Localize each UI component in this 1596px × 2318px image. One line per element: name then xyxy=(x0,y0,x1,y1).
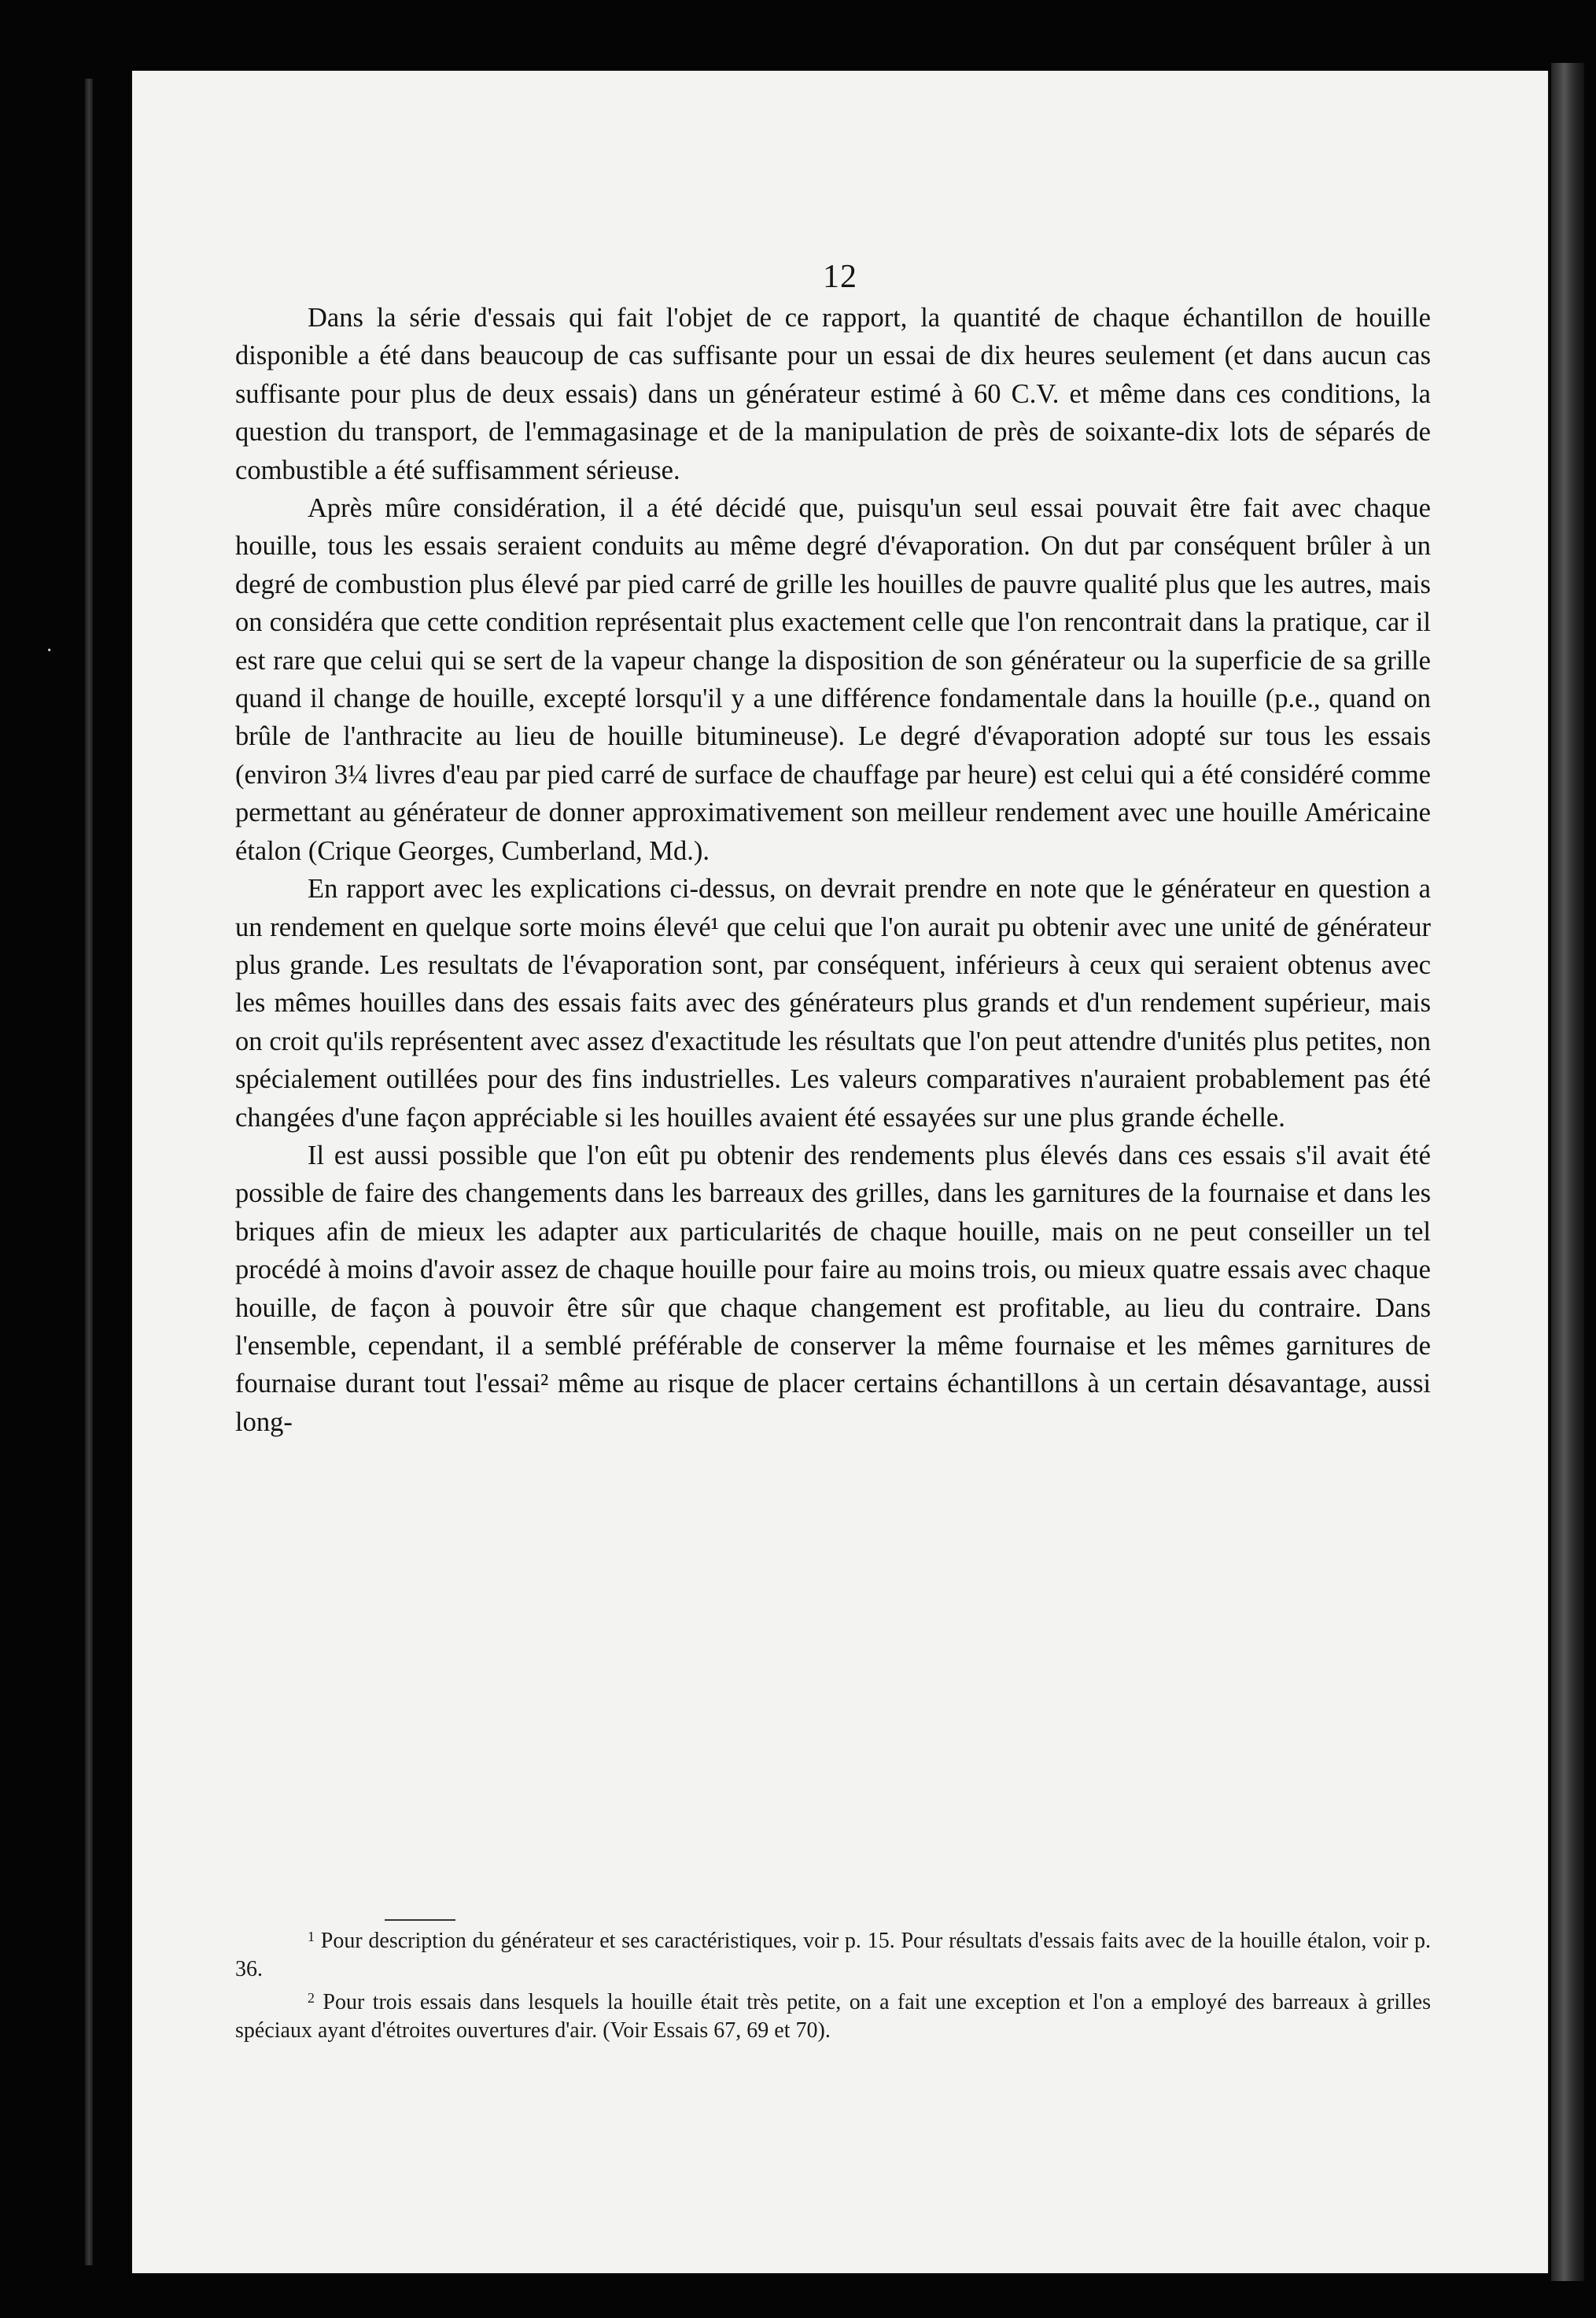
footnote-text: Pour description du générateur et ses caractéristiques, voir p. 15. Pour résultats d'essais faits avec de la houille étalon, voir p. 36. xyxy=(235,1929,1432,1981)
scan-artifact: · xyxy=(46,639,53,663)
page-number: 12 xyxy=(823,259,857,295)
page-stack-edge xyxy=(1551,63,1584,2281)
paragraph: Dans la série d'essais qui fait l'objet de ce rapport, la quantité de chaque échantillon de houille disponible a été dans beaucoup de cas suffisante pour un essai de dix heures seulement (et dans aucun cas suffisante pour plus de deux essais) dans un générateur estimé à 60 C.V. et même dans ces conditions, la question du transport, de l'emmagasinage et de la manipulation de près de soixante-dix lots de séparés de combustible a été suffisamment sérieuse. xyxy=(235,303,1431,485)
paragraph: En rapport avec les explications ci-dessus, on devrait prendre en note que le générateur en question a un rendement en quelque sorte moins élevé¹ que celui que l'on aurait pu obtenir avec une unité de générateur plus grande. Les resultats de l'évaporation sont, par conséquent, inférieurs à ceux qui seraient obtenus avec les mêmes houilles dans des essais faits avec des générateurs plus grands et d'un rendement supérieur, mais on croit qu'ils représentent avec assez d'exactitude les résultats que l'on peut attendre d'unités plus petites, non spécialement outillées pour des fins industrielles. Les valeurs comparatives n'auraient probablement pas été changées d'une façon appréciable si les houilles avaient été essayées sur une plus grande échelle. xyxy=(235,874,1431,1133)
footnote-divider xyxy=(385,1919,455,1921)
paragraph: Après mûre considération, il a été décidé que, puisqu'un seul essai pouvait être fait avec chaque houille, tous les essais seraient conduits au même degré d'évaporation. On dut par conséquent brûler à un degré de combustion plus élevé par pied carré de grille les houilles de pauvre qualité plus que les autres, mais on considéra que cette condition représentait plus exactement celle que l'on rencontrait dans la pratique, car il est rare que celui qui se sert de la vapeur change la disposition de son générateur ou la superficie de sa grille quand il change de houille, excepté lorsqu'il y a une différence fondamentale dans la houille (p.e., quand on brûle de l'anthracite au lieu de houille bitumineuse). Le degré d'évaporation adopté sur tous les essais (environ 3¼ livres d'eau par pied carré de surface de chauffage par heure) est celui qui a été considéré comme permettant au générateur de donner approximativement son meilleur rendement avec une houille Américaine étalon (Crique Georges, Cumberland, Md.). xyxy=(235,493,1431,866)
footnote xyxy=(235,1984,1431,2045)
paragraph: Il est aussi possible que l'on eût pu obtenir des rendements plus élevés dans ces essais s'il avait été possible de faire des changements dans les barreaux des grilles, dans les garnitures de la fournaise et dans les briques afin de mieux les adapter aux particularités de chaque houille, mais on ne peut conseiller un tel procédé à moins d'avoir assez de chaque houille pour faire au moins trois, ou mieux quatre essais avec chaque houille, de façon à pouvoir être sûr que chaque changement est profitable, au lieu du contraire. Dans l'ensemble, cependant, il a semblé préférable de conserver la même fournaise et les mêmes garnitures de fournaise durant tout l'essai² même au risque de placer certains échantillons à un certain désavantage, aussi long- xyxy=(235,1140,1431,1437)
footnote-mark: 1 xyxy=(308,1929,315,1944)
body-text xyxy=(235,299,1431,1441)
footnote xyxy=(235,1922,1431,1984)
footnote-text: Pour trois essais dans lesquels la houille était très petite, on a fait une exception et l'on a employé des barreaux à grilles spéciaux ayant d'étroites ouvertures d'air. (Voir Essais 67, 69 et 70). xyxy=(235,1990,1432,2043)
page-binding-edge xyxy=(85,79,93,2265)
footnotes xyxy=(235,1922,1431,2045)
footnote-mark: 2 xyxy=(308,1990,315,2006)
